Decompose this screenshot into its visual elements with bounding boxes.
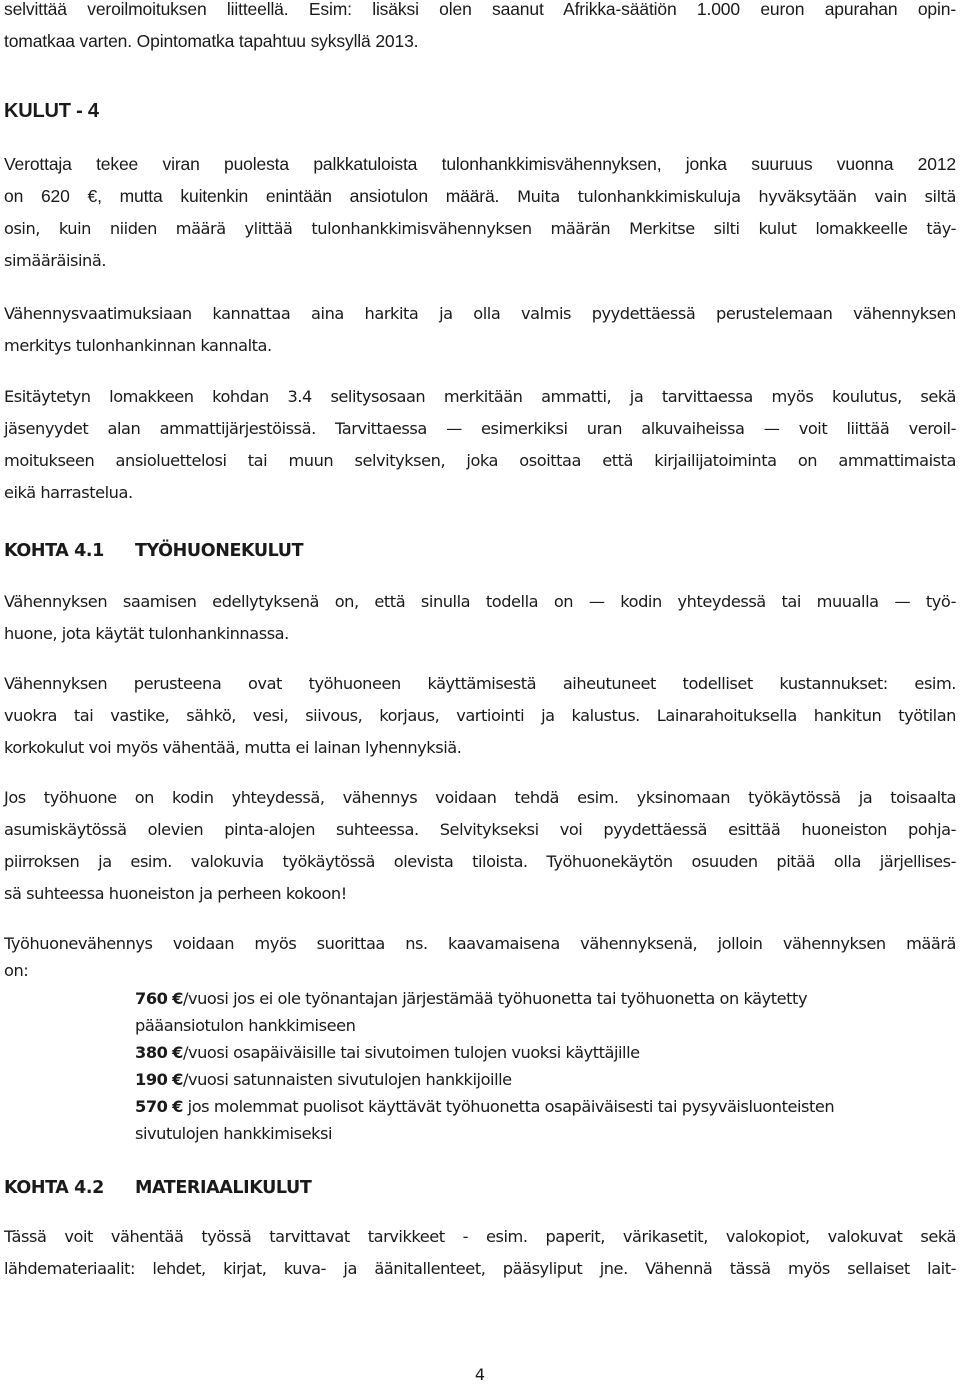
amount-item [135,985,935,1012]
text-line: eikä harrastelua. [4,483,133,502]
text-line: Vähennysvaatimuksiaan kannattaa aina harkita ja olla valmis pyydettäessä perustelemaan vähennyksen [4,304,956,323]
amount-list [135,985,935,1147]
text-line [4,180,956,213]
text-line: korkokulut voi myös vähentää, mutta ei lainan lyhennyksiä. [4,738,462,757]
text-line: jäsenyydet alan ammattijärjestöissä. Tarvittaessa — esimerkiksi uran alkuvaiheissa — voit liittää veroil- [4,419,956,438]
kulut-paragraph [4,148,956,277]
text-line: sä suhteessa huoneiston ja perheen kokoon! [4,884,347,903]
amount-item [135,1039,935,1066]
kohta-4-1-heading [4,541,303,561]
section-title: TYÖHUONEKULUT [135,541,304,561]
text-line: simääräisinä. [4,251,107,270]
materiaali-paragraph [4,1221,956,1285]
text-line: merkitys tulonhankinnan kannalta. [4,336,272,355]
vaatimus-paragraph [4,298,956,362]
amount-item-continuation: pääansiotulon hankkimiseen [135,1016,356,1035]
ehto-paragraph [4,586,956,650]
text-line: Jos työhuone on kodin yhteydessä, vähennys voidaan tehdä esim. yksinomaan työkäytössä ja toisaalta [4,788,956,807]
text-line: Tässä voit vähentää työssä tarvittavat tarvikkeet - esim. paperit, värikasetit, valokopiot, valokuvat sekä [4,1227,956,1246]
amount-value: 760 [135,989,168,1008]
amount-value: 190 [135,1070,168,1089]
text-line: Vähennyksen perusteena ovat työhuoneen käyttämisestä aiheutuneet todelliset kustannukset: esim. [4,674,956,693]
text-span: Muita tulonhankkimiskuluja hyväksytään vain siltä [517,187,956,206]
amount-item-continuation: sivutulojen hankkimiseksi [135,1124,333,1143]
text-line: vuokra tai vastike, sähkö, vesi, siivous, korjaus, vartiointi ja kalustus. Lainarahoituksella hankitun työtilan [4,706,956,725]
text-line: piirroksen ja esim. valokuvia työkäytössä olevista tiloista. Työhuonekäytön osuuden pitää olla järjellises- [4,852,956,871]
text-line: moitukseen ansioluettelosi tai muun selvityksen, joka osoittaa että kirjailijatoiminta on ammattimaista [4,451,956,470]
intro-paragraph [4,0,956,57]
text-line: huone, jota käytät tulonhankinnassa. [4,624,289,643]
peruste-paragraph [4,668,956,764]
section-number: KOHTA 4.1 [4,541,104,561]
text-line: Vähennyksen saamisen edellytyksenä on, että sinulla todella on — kodin yhteydessä tai muualla — työ- [4,592,956,611]
currency-symbol: € [172,989,183,1008]
amount-text: /vuosi satunnaisten sivutulojen hankkijoille [182,1070,512,1089]
amount-value: 380 [135,1043,168,1062]
amount-item [135,1066,935,1093]
currency-symbol: € [172,1043,183,1062]
text-line: asumiskäytössä olevien pinta-alojen suhteessa. Selvitykseksi voi pyydettäessä esittää huoneiston pohja- [4,820,956,839]
esitaytetty-paragraph [4,381,956,509]
text-line: selvittää veroilmoituksen liitteellä. Esim: lisäksi olen saanut Afrikka-säätiön 1.000 euron apurahan opin- [4,0,956,19]
text-line: tomatkaa varten. Opintomatka tapahtuu syksyllä 2013. [4,31,419,51]
currency-symbol: € [172,1097,183,1116]
text-line: Verottaja tekee viran puolesta palkkatuloista tulonhankkimisvähennyksen, jonka suuruus vuonna 2012 [4,154,956,174]
text-line: lähdemateriaalit: lehdet, kirjat, kuva- ja äänitallenteet, pääsyliput jne. Vähennä tässä myös sellaiset lait- [4,1259,956,1278]
kaava-paragraph [4,928,956,987]
amount-value: 570 [135,1097,168,1116]
koti-paragraph [4,782,956,910]
amount-text: /vuosi osapäiväisille tai sivutoimen tulojen vuoksi käyttäjille [182,1043,640,1062]
kulut-heading: KULUT - 4 [4,100,99,122]
amount-text: jos molemmat puolisot käyttävät työhuonetta osapäiväisesti tai pysyväisluonteisten [182,1097,835,1116]
section-number: KOHTA 4.2 [4,1178,104,1198]
text-line: Esitäytetyn lomakkeen kohdan 3.4 selitysosaan merkitään ammatti, ja tarvittaessa myös koulutus, sekä [4,387,956,406]
page-number: 4 [474,1365,486,1384]
text-line: osin, kuin niiden määrä ylittää tulonhankkimisvähennyksen määrän Merkitse silti kulut lomakkeelle täy- [4,219,956,238]
amount-text: /vuosi jos ei ole työnantajan järjestämää työhuonetta tai työhuonetta on käytetty [182,989,808,1008]
text-line: on: [4,961,29,980]
text-span: on 620 €, mutta kuitenkin enintään ansiotulon määrä. [4,186,500,206]
section-title: MATERIAALIKULUT [135,1178,312,1198]
kohta-4-2-heading [4,1178,311,1198]
amount-item [135,1093,935,1120]
text-line: Työhuonevähennys voidaan myös suorittaa ns. kaavamaisena vähennyksenä, jolloin vähennyksen määrä [4,934,956,953]
currency-symbol: € [172,1070,183,1089]
